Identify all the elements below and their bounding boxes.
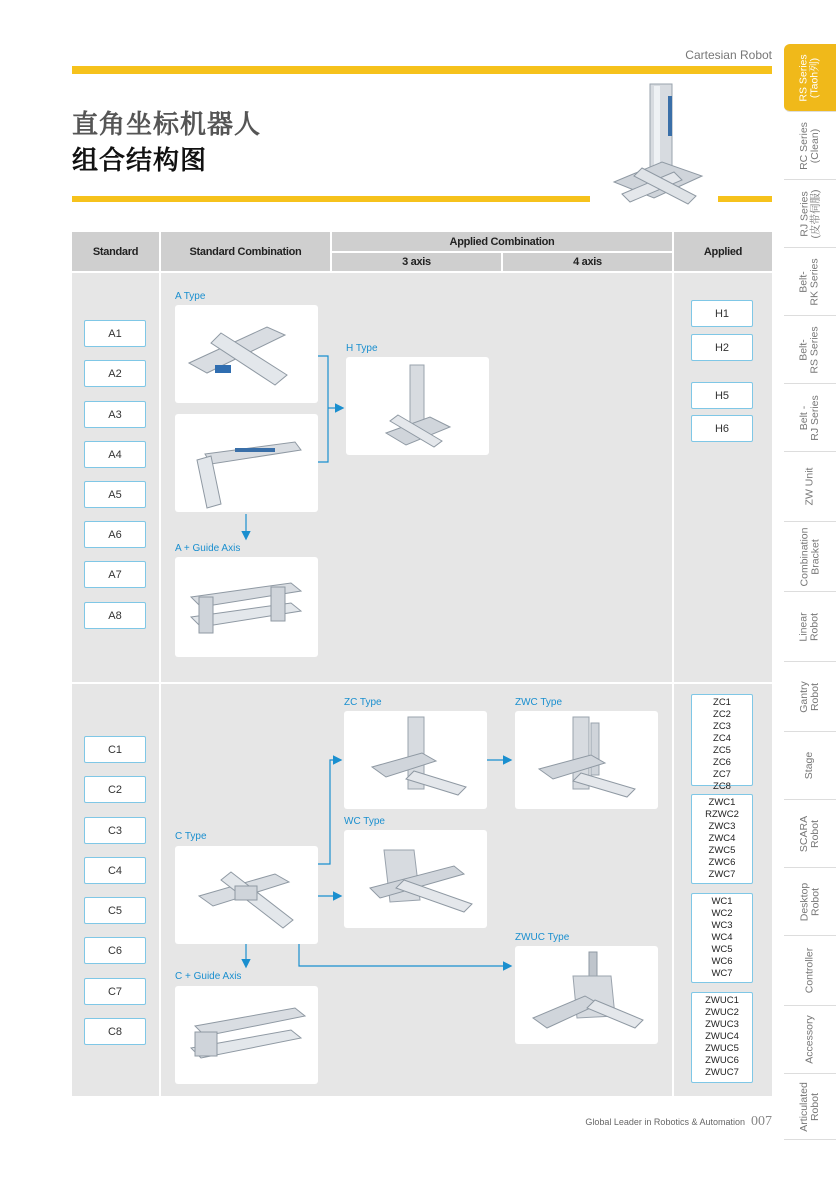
h-type-label: H Type [346, 343, 378, 354]
title-underline-right [718, 196, 772, 202]
sidebar-item-scara-robot[interactable]: SCARA Robot [784, 800, 836, 868]
standard-c5-button[interactable]: C5 [84, 897, 146, 924]
standard-a5-button[interactable]: A5 [84, 481, 146, 508]
applied-wc-list[interactable]: WC1 WC2 WC3 WC4 WC5 WC6 WC7 [691, 893, 753, 983]
c-type-label: C Type [175, 831, 207, 842]
col-applied-header: Applied [674, 232, 772, 271]
c-guide-axis-image [175, 986, 318, 1084]
applied-zc-list[interactable]: ZC1 ZC2 ZC3 ZC4 ZC5 ZC6 ZC7 ZC8 [691, 694, 753, 786]
sidebar-item-rj-series[interactable]: RJ Series (皮带伺服) [784, 180, 836, 248]
category-label: Cartesian Robot [685, 48, 772, 62]
sidebar-item-belt-rs[interactable]: Belt- RS Series [784, 316, 836, 384]
top-accent-bar [72, 66, 772, 74]
col-3axis-header: 3 axis [332, 253, 501, 271]
col-applied-combination-header: Applied Combination [332, 232, 672, 251]
sidebar-item-rc-series[interactable]: RC Series (Clean) [784, 112, 836, 180]
standard-a1-button[interactable]: A1 [84, 320, 146, 347]
page-number: 007 [751, 1114, 772, 1129]
h-type-image [346, 357, 489, 455]
sidebar-item-zw-unit[interactable]: ZW Unit [784, 452, 836, 522]
sidebar-item-belt-rk[interactable]: Belt- RK Series [784, 248, 836, 316]
standard-c4-button[interactable]: C4 [84, 857, 146, 884]
page-title-cn: 直角坐标机器人 [72, 109, 262, 139]
sidebar-item-accessory[interactable]: Accessory [784, 1006, 836, 1074]
applied-h5-button[interactable]: H5 [691, 382, 753, 409]
sidebar-item-desktop-robot[interactable]: Desktop Robot [784, 868, 836, 936]
sidebar-item-linear-robot[interactable]: Linear Robot [784, 592, 836, 662]
applied-zwc-list[interactable]: ZWC1 RZWC2 ZWC3 ZWC4 ZWC5 ZWC6 ZWC7 [691, 794, 753, 884]
standard-a3-button[interactable]: A3 [84, 401, 146, 428]
page-subtitle-cn: 组合结构图 [72, 145, 208, 175]
standard-c2-button[interactable]: C2 [84, 776, 146, 803]
page-footer [540, 1114, 772, 1130]
a-guide-axis-label: A + Guide Axis [175, 543, 241, 554]
applied-h2-button[interactable]: H2 [691, 334, 753, 361]
zc-type-image [344, 711, 487, 809]
zwuc-type-label: ZWUC Type [515, 932, 570, 943]
wc-type-image [344, 830, 487, 928]
applied-h1-button[interactable]: H1 [691, 300, 753, 327]
sidebar-item-rs-series[interactable]: RS Series (Taoh列) [784, 44, 836, 112]
standard-c6-button[interactable]: C6 [84, 937, 146, 964]
c-guide-axis-label: C + Guide Axis [175, 971, 242, 982]
sidebar-item-articulated-robot[interactable]: Articulated Robot [784, 1074, 836, 1140]
standard-a8-button[interactable]: A8 [84, 602, 146, 629]
col-standard-header: Standard [72, 232, 159, 271]
title-underline-left [72, 196, 590, 202]
series-sidebar [784, 44, 836, 1140]
footer-tagline: Global Leader in Robotics & Automation [585, 1117, 745, 1127]
zwc-type-image [515, 711, 658, 809]
sidebar-item-combination-bracket[interactable]: Combination Bracket [784, 522, 836, 592]
zwuc-type-image [515, 946, 658, 1044]
applied-zwuc-list[interactable]: ZWUC1 ZWUC2 ZWUC3 ZWUC4 ZWUC5 ZWUC6 ZWUC7 [691, 992, 753, 1083]
standard-a7-button[interactable]: A7 [84, 561, 146, 588]
standard-a4-button[interactable]: A4 [84, 441, 146, 468]
a-type-image-2 [175, 414, 318, 512]
col-4axis-header: 4 axis [503, 253, 672, 271]
sidebar-item-controller[interactable]: Controller [784, 936, 836, 1006]
standard-c8-button[interactable]: C8 [84, 1018, 146, 1045]
applied-h6-button[interactable]: H6 [691, 415, 753, 442]
zc-type-label: ZC Type [344, 697, 382, 708]
zwc-type-label: ZWC Type [515, 697, 563, 708]
col-standard-combination-header: Standard Combination [161, 232, 330, 271]
sidebar-item-stage[interactable]: Stage [784, 732, 836, 800]
standard-a2-button[interactable]: A2 [84, 360, 146, 387]
a-guide-axis-image [175, 557, 318, 657]
standard-c3-button[interactable]: C3 [84, 817, 146, 844]
hero-robot-image [592, 76, 718, 216]
c-type-image [175, 846, 318, 944]
a-type-label: A Type [175, 291, 206, 302]
a-type-image-1 [175, 305, 318, 403]
sidebar-item-belt-rj[interactable]: Belt - RJ Series [784, 384, 836, 452]
standard-a6-button[interactable]: A6 [84, 521, 146, 548]
wc-type-label: WC Type [344, 816, 385, 827]
standard-c1-button[interactable]: C1 [84, 736, 146, 763]
standard-c7-button[interactable]: C7 [84, 978, 146, 1005]
sidebar-item-gantry-robot[interactable]: Gantry Robot [784, 662, 836, 732]
